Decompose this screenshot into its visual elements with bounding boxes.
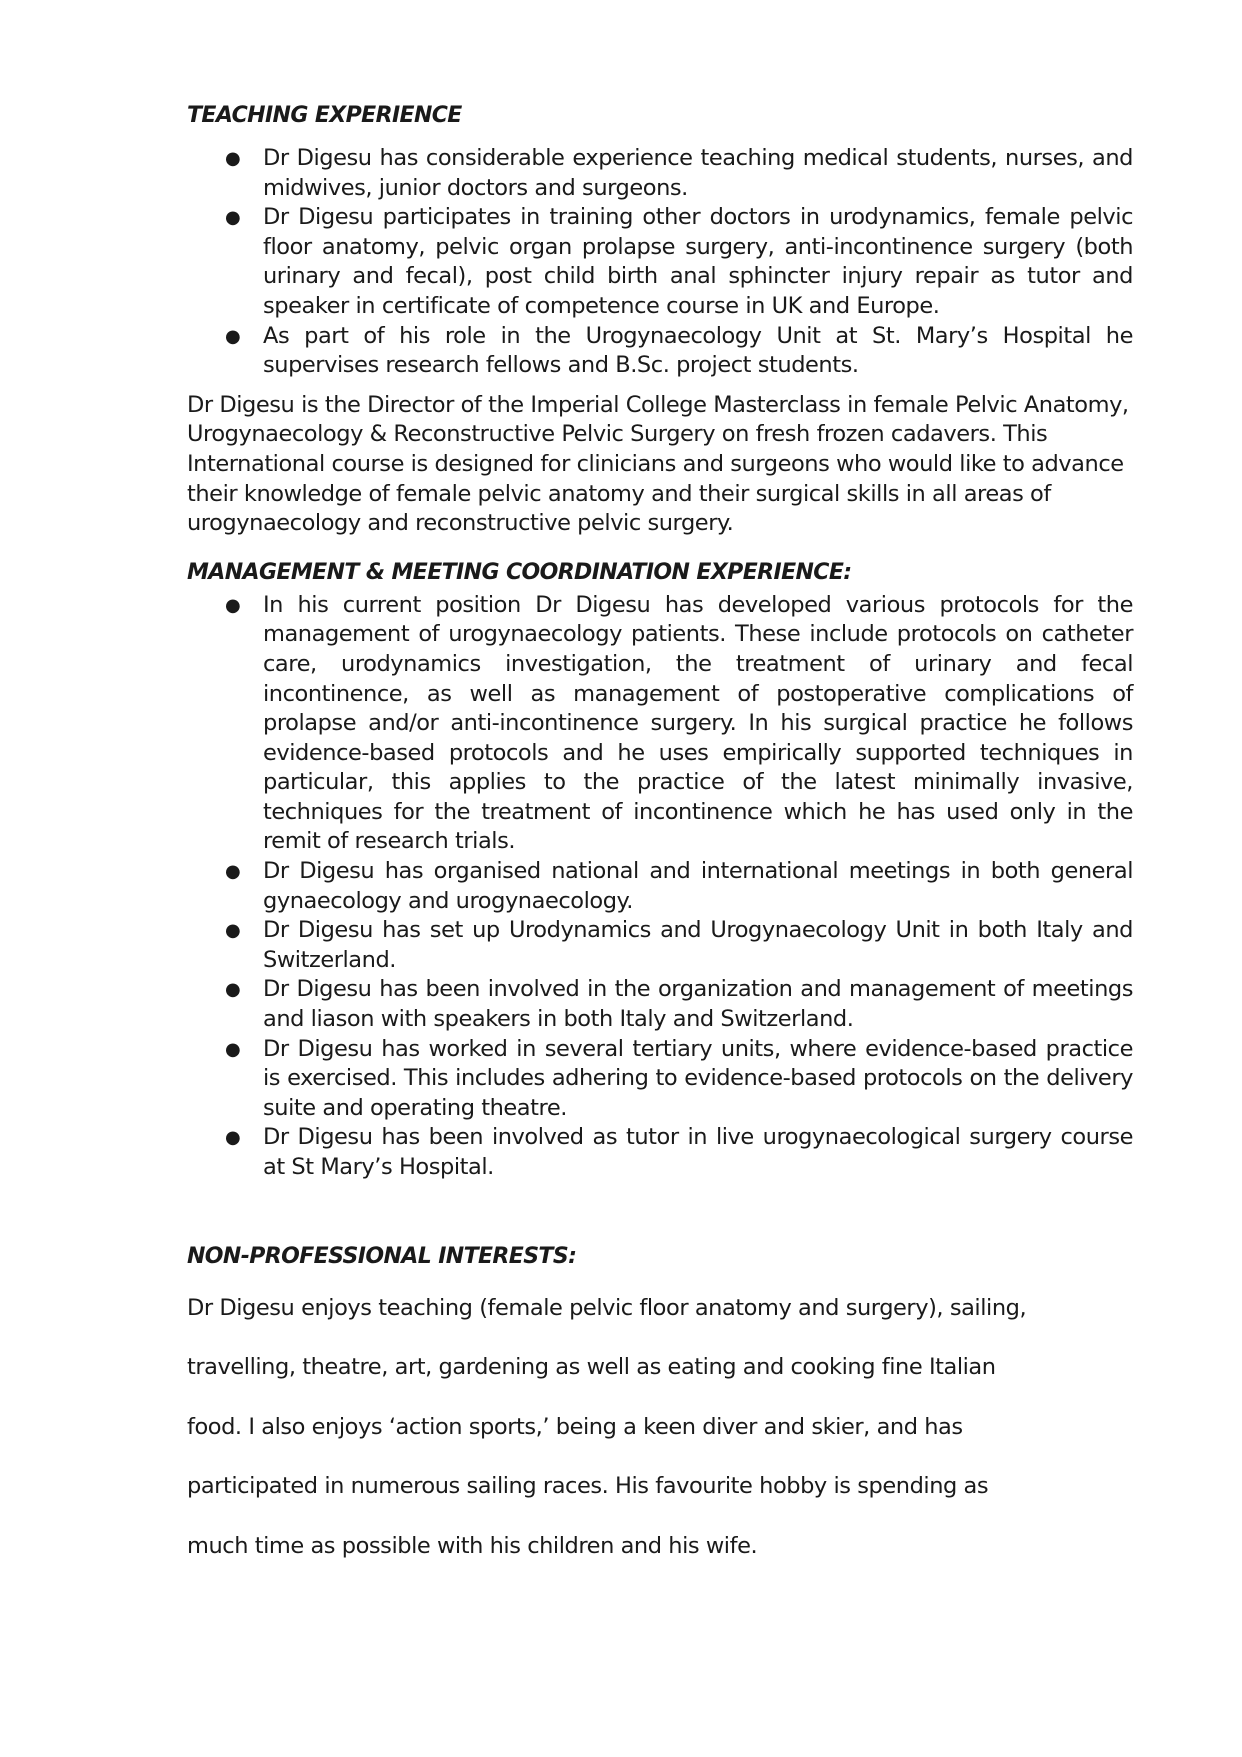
list-item bbox=[187, 203, 1133, 321]
list-item-text: In his current position Dr Digesu has developed various protocols for the management of urogynaecology patients. These include protocols on catheter care, urodynamics investigation, the treatment of urinary and fecal incontinence, as well as management of postoperative complications of prolapse and/or anti-incontinence surgery. In his surgical practice he follows evidence-based protocols and he uses empirically supported techniques in particular, this applies to the practice of the latest minimally invasive, techniques for the treatment of incontinence which he has used only in the remit of research trials. bbox=[263, 591, 1133, 855]
interests-line: travelling, theatre, art, gardening as well as eating and cooking fine Italian bbox=[187, 1354, 996, 1381]
bullet-icon: ● bbox=[225, 594, 241, 616]
list-item bbox=[187, 322, 1133, 381]
bullet-icon: ● bbox=[225, 1127, 241, 1149]
list-item-text: Dr Digesu has set up Urodynamics and Urogynaecology Unit in both Italy and Switzerland. bbox=[263, 917, 1133, 973]
interests-section bbox=[187, 1241, 1133, 1591]
list-item-text: Dr Digesu participates in training other doctors in urodynamics, female pelvic floor anatomy, pelvic organ prolapse surgery, anti-incontinence surgery (both urinary and fecal), post child birth anal sphincter injury repair as tutor and speaker in certificate of competence course in UK and Europe. bbox=[263, 204, 1133, 319]
interests-paragraph bbox=[187, 1293, 1133, 1591]
list-item-text: Dr Digesu has been involved as tutor in live urogynaecological surgery course at St Mary’s Hospital. bbox=[263, 1124, 1133, 1180]
document-page bbox=[187, 100, 1133, 1590]
list-item bbox=[187, 144, 1133, 203]
list-item-text: Dr Digesu has organised national and international meetings in both general gynaecology and urogynaecology. bbox=[263, 858, 1133, 914]
list-item bbox=[187, 1035, 1133, 1124]
bullet-icon: ● bbox=[225, 979, 241, 1001]
list-item-text: As part of his role in the Urogynaecology Unit at St. Mary’s Hospital he supervises research fellows and B.Sc. project students. bbox=[263, 322, 1133, 379]
list-item-text: Dr Digesu has considerable experience teaching medical students, nurses, and midwives, junior doctors and surgeons. bbox=[263, 145, 1133, 201]
list-item bbox=[187, 1123, 1133, 1182]
bullet-icon: ● bbox=[225, 861, 241, 883]
teaching-bullet-list bbox=[187, 144, 1133, 381]
teaching-section bbox=[187, 100, 1133, 539]
list-item bbox=[187, 591, 1133, 857]
management-section bbox=[187, 557, 1133, 1183]
teaching-heading: TEACHING EXPERIENCE bbox=[187, 103, 462, 128]
interests-heading: NON-PROFESSIONAL INTERESTS: bbox=[187, 1243, 577, 1269]
masterclass-paragraph: Dr Digesu is the Director of the Imperial College Masterclass in female Pelvic Anatomy, Urogynaecology & Reconstructive Pelvic Surgery on fresh frozen cadavers. This International course is designed for clinicians and surgeons who would like to advance their knowledge of female pelvic anatomy and their surgical skills in all areas of urogynaecology and reconstructive pelvic surgery. bbox=[187, 391, 1129, 537]
interests-line: much time as possible with his children and his wife. bbox=[187, 1532, 758, 1559]
interests-line: Dr Digesu enjoys teaching (female pelvic floor anatomy and surgery), sailing, bbox=[187, 1294, 1027, 1321]
bullet-icon: ● bbox=[225, 920, 241, 942]
bullet-icon: ● bbox=[225, 207, 241, 229]
list-item-text: Dr Digesu has worked in several tertiary units, where evidence-based practice is exercised. This includes adhering to evidence-based protocols on the delivery suite and operating theatre. bbox=[263, 1035, 1133, 1121]
interests-line: food. I also enjoys ‘action sports,’ being a keen diver and skier, and has bbox=[187, 1413, 963, 1440]
bullet-icon: ● bbox=[225, 1038, 241, 1060]
management-heading: MANAGEMENT & MEETING COORDINATION EXPERIENCE: bbox=[187, 559, 852, 585]
management-bullet-list bbox=[187, 591, 1133, 1183]
bullet-icon: ● bbox=[225, 325, 241, 347]
interests-line: participated in numerous sailing races. His favourite hobby is spending as bbox=[187, 1473, 989, 1500]
list-item bbox=[187, 975, 1133, 1034]
list-item bbox=[187, 857, 1133, 916]
bullet-icon: ● bbox=[225, 148, 241, 169]
list-item-text: Dr Digesu has been involved in the organization and management of meetings and liason with speakers in both Italy and Switzerland. bbox=[263, 976, 1133, 1033]
list-item bbox=[187, 916, 1133, 975]
